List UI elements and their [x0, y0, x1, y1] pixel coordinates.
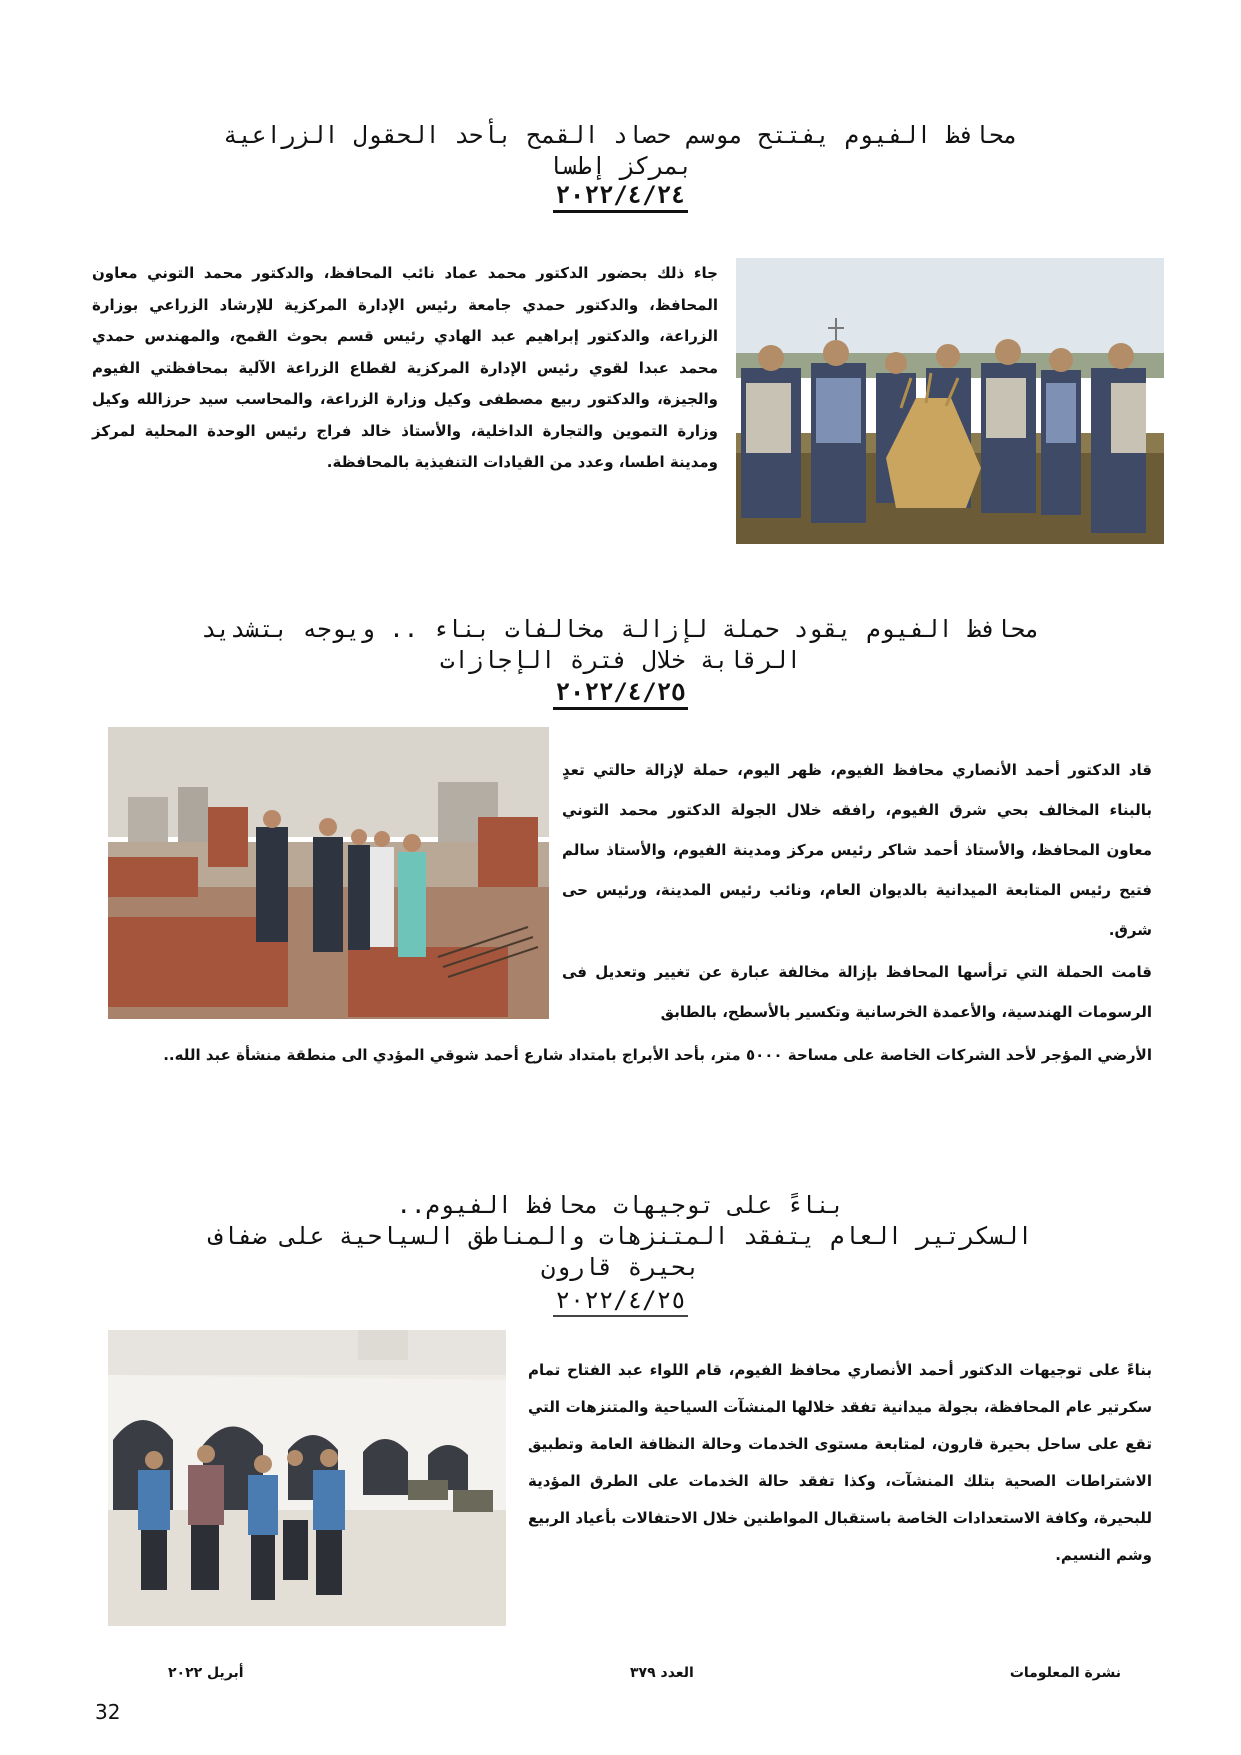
article-2-body-p2-part1: قامت الحملة التي ترأسها المحافظ بإزالة مخالفة عبارة عن تغيير وتعديل فى الرسومات الهندسية، والأعمدة الخرسانية وتكسير بالأسطح، بالطابق: [562, 963, 1152, 1021]
article-2-title-line-2: الرقابة خلال فترة الإجازات: [439, 646, 802, 674]
footer-month: أبريل ٢٠٢٢: [168, 1665, 244, 1681]
article-2-body-p1: قاد الدكتور أحمد الأنصاري محافظ الفيوم، ظهر اليوم، حملة لإزالة حالتي تعدٍ بالبناء المخالف بحي شرق الفيوم، رافقه خلال الجولة الدكتور محمد التوني معاون المحافظ، والأستاذ أحمد شاكر رئيس مركز ومدينة الفيوم، والأستاذ سالم فتيح رئيس المتابعة الميدانية بالديوان العام، ونائب رئيس المدينة، ورئيس حى شرق.: [562, 761, 1152, 939]
footer-issue: العدد ٣٧٩: [630, 1665, 694, 1681]
article-1-date: ٢٠٢٢/٤/٢٤: [90, 180, 1151, 210]
lake-qarun-tour-photo: [108, 1330, 506, 1626]
building-demolition-photo: [108, 727, 549, 1019]
footer-publication: نشرة المعلومات: [1009, 1665, 1121, 1681]
article-1-title-line-2: بمركز إطسا: [548, 152, 693, 180]
wheat-harvest-photo: [736, 258, 1164, 544]
article-3-date: ٢٠٢٢/٤/٢٥: [90, 1285, 1151, 1315]
article-3-title-line-1: بناءً على توجيهات محافظ الفيوم..: [396, 1191, 845, 1219]
article-1-title-line-1: محافظ الفيوم يفتتح موسم حصاد القمح بأحد الحقول الزراعية: [223, 121, 1018, 149]
article-3-body: بناءً على توجيهات الدكتور أحمد الأنصاري محافظ الفيوم، قام اللواء عبد الفتاح تمام سكرتير عام المحافظة، بجولة ميدانية تفقد خلالها المنشآت السياحية والمتنزهات التي تقع على ساحل بحيرة قارون، لمتابعة مستوى الخدمات وحالة النظافة العامة وتطبيق الاشتراطات الصحية بتلك المنشآت، وكذا تفقد حالة الخدمات على الطرق المؤدية للبحيرة، وكافة الاستعدادات الخاصة باستقبال المواطنين خلال الاحتفالات بأعياد الربيع وشم النسيم.: [528, 1361, 1152, 1564]
article-1-body: جاء ذلك بحضور الدكتور محمد عماد نائب المحافظ، والدكتور محمد التوني معاون المحافظ، والدكتور حمدي جامعة رئيس الإدارة المركزية للإرشاد الزراعي بوزارة الزراعة، والدكتور إبراهيم عبد الهادي رئيس قسم بحوث القمح، والمهندس حمدي محمد عبدا لقوي رئيس الإدارة المركزية لقطاع الزراعة الآلية بمحافظتي الفيوم والجيزة، والدكتور ربيع مصطفى وكيل وزارة الزراعة، والمحاسب سيد حرزالله وكيل وزارة التموين والتجارة الداخلية، والأستاذ خالد فراج رئيس الوحدة المحلية لمركز ومدينة اطسا، وعدد من القيادات التنفيذية بالمحافظة.: [92, 264, 718, 471]
article-2-title-line-1: محافظ الفيوم يقود حملة لإزالة مخالفات بناء .. ويوجه بتشديد: [201, 615, 1040, 643]
article-3-title-line-3: بحيرة قارون: [541, 1253, 700, 1281]
article-3-title-line-2: السكرتير العام يتفقد المتنزهات والمناطق السياحية على ضفاف: [208, 1222, 1033, 1250]
article-2-body-p2-part2: الأرضي المؤجر لأحد الشركات الخاصة على مساحة ٥٠٠٠ متر، بأحد الأبراج بامتداد شارع أحمد شوقي المؤدي الى منطقة منشأة عبد الله..: [163, 1046, 1152, 1064]
page-number: 32: [95, 1700, 121, 1724]
article-2-date: ٢٠٢٢/٤/٢٥: [90, 677, 1151, 707]
